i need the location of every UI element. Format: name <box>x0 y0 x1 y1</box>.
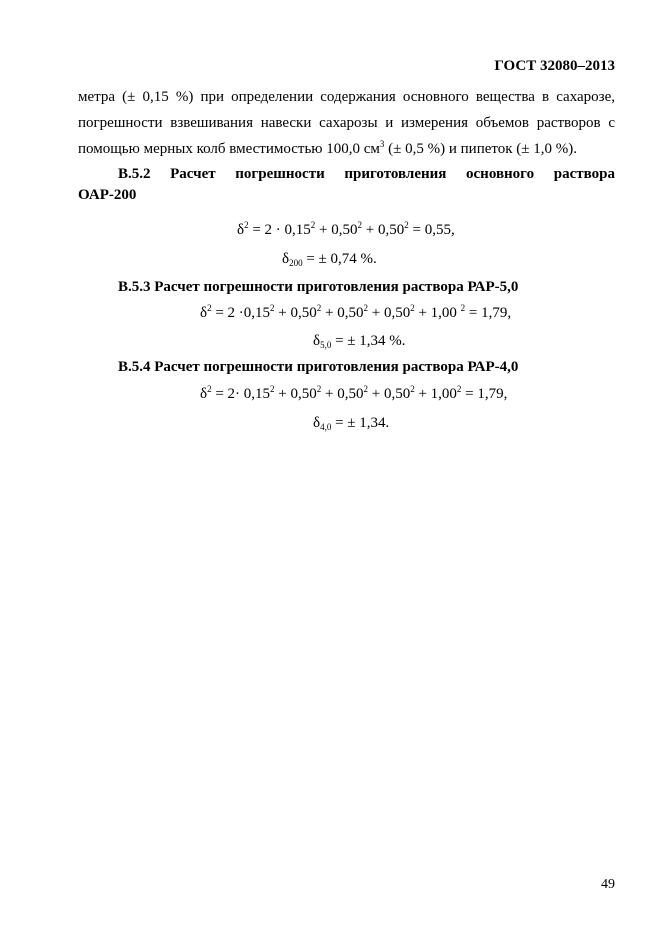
page-number: 49 <box>601 877 615 892</box>
section-heading-b52 <box>78 166 615 204</box>
formula-b53-result: $\delta_{5,0}$ = ± 1,34 %. <box>313 333 406 350</box>
document-header: ГОСТ 32080–2013 <box>494 58 615 74</box>
section-heading-b54: В.5.4 Расчет погрешности приготовления раствора РАР-4,0 <box>118 359 519 375</box>
formula-b52-variance: $\delta^2 = 2 \cdot 0,15^2 + 0,50^2 + 0,50^2 = 0,55$, <box>237 220 455 238</box>
section-heading-b53: В.5.3 Расчет погрешности приготовления раствора РАР-5,0 <box>118 279 519 295</box>
formula-b54-result: $\delta_{4,0}$ = ± 1,34. <box>313 415 390 432</box>
intro-line: погрешности взвешивания навески сахарозы и измерения объемов растворов с <box>78 115 615 131</box>
formula-b52-result: $\delta_{200}$ = ± 0,74 %. <box>282 251 377 268</box>
formula-b53-variance: $\delta^2 = 2 \cdot 0,15^2 + 0,50^2 + 0,50^2 + 0,50^2 + 1,00$ $^2$ = 1,79, <box>200 303 512 321</box>
intro-line: метра (± 0,15 %) при определении содержания основного вещества в сахарозе, <box>78 89 615 105</box>
intro-line: помощью мерных колб вместимостью 100,0 $см^3$ (± 0,5 %) и пипеток (± 1,0 %). <box>78 139 578 157</box>
intro-paragraph <box>78 84 615 162</box>
formula-b54-variance: $\delta^2 = 2\cdot 0,15^2 + 0,50^2 + 0,50^2 + 0,50^2 + 1,00^2 = 1,79$, <box>200 384 508 402</box>
section-heading-line: ОАР-200 <box>78 187 137 203</box>
section-heading-line: В.5.2 Расчет погрешности приготовления основного раствора <box>118 166 615 182</box>
